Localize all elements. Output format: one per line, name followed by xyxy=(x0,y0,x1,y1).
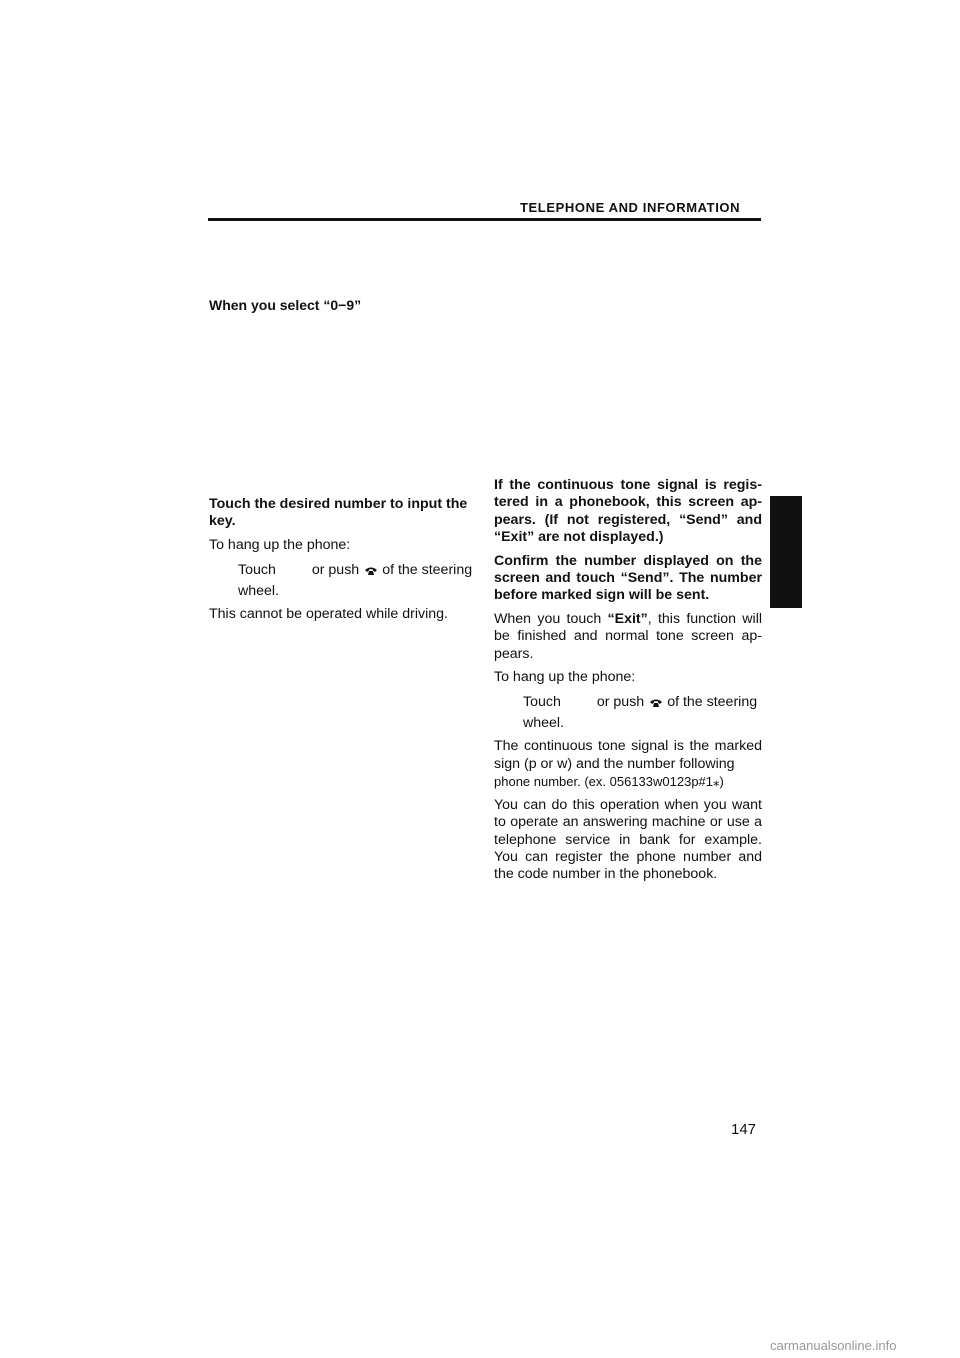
chapter-tab xyxy=(770,496,802,608)
or-push-label-right: or push xyxy=(596,694,645,711)
hangup-instruction-right xyxy=(494,692,762,734)
exit-suffix: , this function will be finished and normal tone screen ap- pears. xyxy=(494,610,762,662)
steering-label: of the steering xyxy=(382,562,473,579)
confirm-text: Confirm the number displayed on the screen and touch “Send”. The number before marked sign will be sent. xyxy=(494,552,762,604)
usage-text: You can do this operation when you want to operate an answering machine or use a telephone service in bank for example. You can register the phone number and the code number in the phonebook. xyxy=(494,796,762,883)
phone-handset-icon xyxy=(364,566,378,576)
or-push-label: or push xyxy=(311,562,360,579)
watermark: carmanualsonline.info xyxy=(770,1338,897,1353)
right-column xyxy=(494,477,762,890)
exit-label: “Exit” xyxy=(607,610,648,627)
wheel-label-right: wheel. xyxy=(523,715,565,732)
instruction-text: Touch the desired number to input the key. xyxy=(209,496,468,530)
left-column xyxy=(209,496,477,630)
section-title: TELEPHONE AND INFORMATION xyxy=(520,200,741,215)
driving-note: This cannot be operated while driving. xyxy=(209,606,448,623)
hangup-intro: To hang up the phone: xyxy=(209,536,351,553)
wheel-label: wheel. xyxy=(238,583,280,600)
touch-label: Touch xyxy=(238,562,276,579)
exit-paragraph xyxy=(494,611,762,663)
hangup-instruction xyxy=(209,560,477,602)
subheading: When you select “0−9” xyxy=(209,297,362,313)
intro-text: If the continuous tone signal is regis- tered in a phonebook, this screen ap- pears. (If not registered, “Send” and “Exit” are not displayed.) xyxy=(494,477,762,546)
tone-text: The continuous tone signal is the marked sign (p or w) and the number following xyxy=(494,738,762,772)
steering-label-right: of the steering xyxy=(667,694,758,711)
tone-example: phone number. (ex. 056133w0123p#1⁎) xyxy=(494,774,724,790)
touch-label-right: Touch xyxy=(523,694,561,711)
page-number: 147 xyxy=(731,1121,757,1138)
phone-handset-icon xyxy=(649,698,663,708)
header-rule xyxy=(208,218,761,221)
exit-prefix: When you touch xyxy=(494,610,602,627)
hangup-intro-right: To hang up the phone: xyxy=(494,669,636,686)
